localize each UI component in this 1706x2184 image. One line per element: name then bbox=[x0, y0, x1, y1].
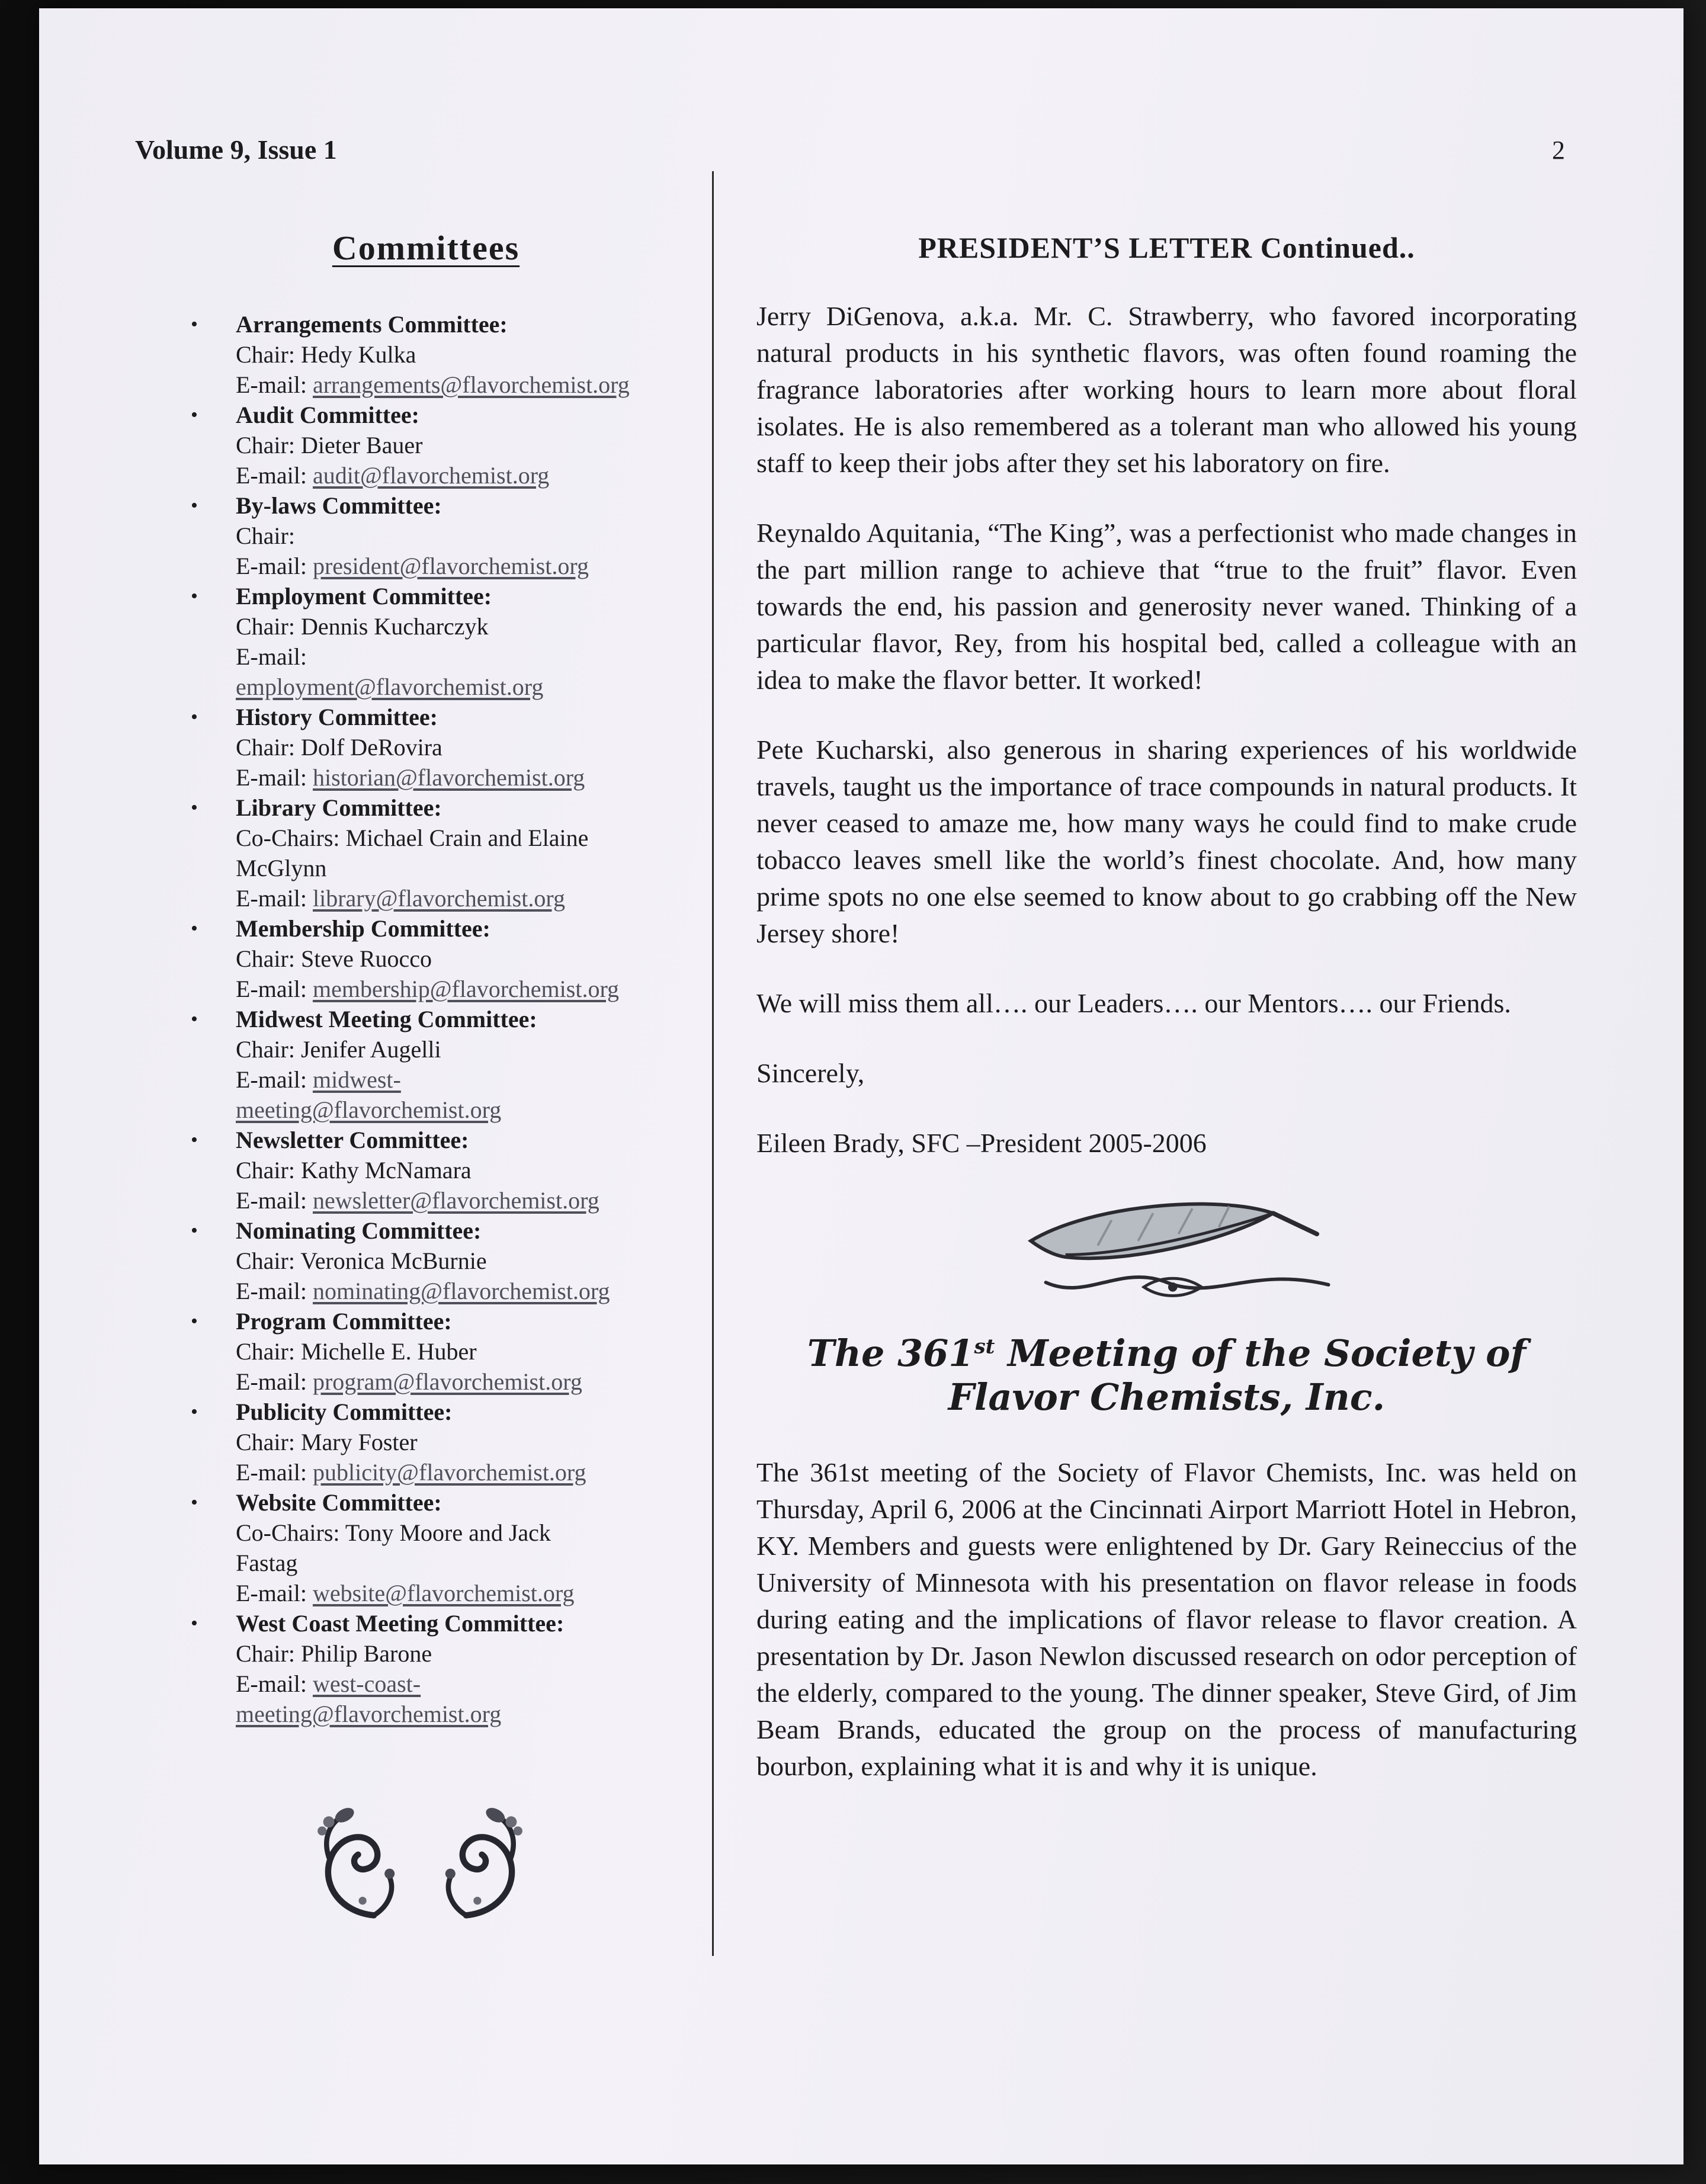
committee-name: West Coast Meeting Committee: bbox=[236, 1610, 565, 1637]
committee-name: Program Committee: bbox=[236, 1308, 452, 1335]
bullet-icon: • bbox=[191, 1008, 198, 1030]
committee-text bbox=[236, 490, 694, 581]
email-label: E-mail: bbox=[236, 1670, 307, 1697]
committee-email bbox=[236, 1457, 694, 1487]
committee-entry bbox=[181, 913, 694, 1004]
committee-email bbox=[236, 1578, 694, 1608]
email-link[interactable]: library@flavorchemist.org bbox=[312, 885, 565, 912]
letter-paragraph: Pete Kucharski, also generous in sharing experiences of his worldwide travels, taught us the importance of trace compounds in natural products. It never ceased to amaze me, how many ways he could find to make crude tobacco leaves smell like the world’s finest chocolate. And, how many prime spots no one else seemed to know about to go crabbing off the New Jersey shore! bbox=[756, 735, 1577, 948]
committee-text bbox=[236, 913, 694, 1004]
committee-email bbox=[236, 551, 694, 581]
letter-paragraph: Reynaldo Aquitania, “The King”, was a perfectionist who made changes in the part million range to achieve that “true to the fruit” flavor. Even towards the end, his passion and generosity never waned. Thinking of a particular flavor, Rey, from his hospital bed, called a colleague with an idea to make the flavor better. It worked! bbox=[756, 518, 1577, 695]
committee-email bbox=[236, 1064, 694, 1125]
committee-chair: Chair: Philip Barone bbox=[236, 1640, 432, 1667]
committee-text bbox=[236, 702, 694, 793]
email-link[interactable]: president@flavorchemist.org bbox=[312, 553, 589, 579]
bullet-icon: • bbox=[191, 1492, 198, 1513]
email-label: E-mail: bbox=[236, 462, 307, 489]
email-label: E-mail: bbox=[236, 1580, 307, 1606]
committee-entry bbox=[181, 1004, 694, 1125]
committee-text bbox=[236, 309, 694, 400]
bullet-icon: • bbox=[191, 1612, 198, 1634]
email-label: E-mail: bbox=[236, 371, 307, 398]
meeting-paragraph: The 361st meeting of the Society of Flavor Chemists, Inc. was held on Thursday, April 6, 2006 at the Cincinnati Airport Marriott Hotel in Hebron, KY. Members and guests were enlightened by Dr. Gary Reineccius of the University of Minnesota with his presentation on flavor release in foods during eating and the implications of flavor release to flavor creation. A presentation by Dr. Jason Newlon discussed research on odor perception of the elderly, compared to the young. The dinner speaker, Steve Gird, of Jim Beam Brands, educated the group on the process of manufacturing bourbon, explaining what it is and why it is unique. bbox=[756, 1457, 1577, 1781]
email-link[interactable]: audit@flavorchemist.org bbox=[312, 462, 550, 489]
committee-entry bbox=[181, 1487, 694, 1608]
bullet-icon: • bbox=[191, 1401, 198, 1423]
committee-chair: Chair: Dieter Bauer bbox=[236, 432, 423, 458]
committee-entry bbox=[181, 1125, 694, 1216]
email-link[interactable]: program@flavorchemist.org bbox=[312, 1368, 582, 1395]
committee-text bbox=[236, 793, 694, 913]
meeting-title-ordinal: st bbox=[974, 1335, 995, 1359]
bullet-icon: • bbox=[191, 797, 198, 819]
email-link[interactable]: meeting@flavorchemist.org bbox=[236, 1701, 502, 1727]
committee-name: Publicity Committee: bbox=[236, 1399, 453, 1425]
committee-email bbox=[236, 762, 694, 793]
letter-paragraphs bbox=[756, 298, 1577, 1022]
committee-email bbox=[236, 974, 694, 1004]
committee-entry bbox=[181, 1306, 694, 1397]
email-link[interactable]: arrangements@flavorchemist.org bbox=[312, 371, 630, 398]
meeting-title-suffix: Meeting of the Society of Flavor Chemists, Inc. bbox=[948, 1332, 1527, 1419]
committee-name: By-laws Committee: bbox=[236, 492, 442, 519]
committee-email bbox=[236, 1276, 694, 1306]
email-link[interactable]: website@flavorchemist.org bbox=[312, 1580, 575, 1606]
meeting-title-prefix: The 361 bbox=[807, 1332, 974, 1375]
committee-name: Midwest Meeting Committee: bbox=[236, 1006, 537, 1032]
committee-entry bbox=[181, 702, 694, 793]
email-label: E-mail: bbox=[236, 1368, 307, 1395]
committee-chair: Chair: Hedy Kulka bbox=[236, 341, 416, 368]
presidents-letter-title: PRESIDENT’S LETTER Continued.. bbox=[918, 231, 1415, 264]
committee-chair: Chair: Steve Ruocco bbox=[236, 945, 432, 972]
committee-email bbox=[236, 1185, 694, 1216]
committee-email bbox=[236, 1367, 694, 1397]
bullet-icon: • bbox=[191, 495, 198, 517]
committee-chair: Co-Chairs: Tony Moore and Jack Fastag bbox=[236, 1519, 551, 1576]
committee-chair: Chair: Dennis Kucharczyk bbox=[236, 613, 489, 640]
committee-name: Newsletter Committee: bbox=[236, 1127, 469, 1153]
email-link[interactable]: west-coast- bbox=[312, 1670, 421, 1697]
committee-email bbox=[236, 370, 694, 400]
committee-name: Arrangements Committee: bbox=[236, 311, 508, 338]
committee-text bbox=[236, 400, 694, 490]
committee-chair: Chair: bbox=[236, 522, 295, 549]
committee-chair: Chair: Kathy McNamara bbox=[236, 1157, 472, 1184]
two-column-layout bbox=[39, 171, 1683, 1956]
committee-text bbox=[236, 1487, 694, 1608]
quill-pen-illustration bbox=[756, 1195, 1577, 1314]
email-link[interactable]: membership@flavorchemist.org bbox=[312, 976, 620, 1002]
volume-issue-label: Volume 9, Issue 1 bbox=[135, 134, 337, 165]
email-link[interactable]: nominating@flavorchemist.org bbox=[312, 1278, 610, 1304]
email-label: E-mail: bbox=[236, 885, 307, 912]
bullet-icon: • bbox=[191, 706, 198, 728]
committee-name: Employment Committee: bbox=[236, 583, 492, 610]
committee-name: Website Committee: bbox=[236, 1489, 442, 1516]
committee-chair: Co-Chairs: Michael Crain and Elaine McGlynn bbox=[236, 825, 589, 881]
committee-chair: Chair: Jenifer Augelli bbox=[236, 1036, 441, 1063]
bullet-icon: • bbox=[191, 1220, 198, 1242]
email-label: E-mail: bbox=[236, 1459, 307, 1486]
floral-scroll-icon bbox=[307, 1775, 533, 1953]
page-number: 2 bbox=[1552, 136, 1565, 165]
committee-name: Membership Committee: bbox=[236, 915, 490, 942]
committee-list bbox=[181, 309, 694, 1729]
bullet-icon: • bbox=[191, 1129, 198, 1151]
committee-entry bbox=[181, 1216, 694, 1306]
letter-paragraph: Jerry DiGenova, a.k.a. Mr. C. Strawberry, who favored incorporating natural products in his synthetic flavors, was often found roaming the fragrance laboratories after working hours to learn more about floral isolates. He is also remembered as a tolerant man who allowed his young staff to keep their jobs after they set his laboratory on fire. bbox=[756, 301, 1577, 478]
committee-chair: Chair: Veronica McBurnie bbox=[236, 1247, 487, 1274]
email-label: E-mail: bbox=[236, 764, 307, 791]
meeting-title bbox=[756, 1332, 1577, 1420]
presidents-letter-column bbox=[714, 171, 1683, 1956]
committee-text bbox=[236, 1608, 694, 1729]
committee-chair: Chair: Mary Foster bbox=[236, 1429, 418, 1455]
email-link[interactable]: newsletter@flavorchemist.org bbox=[312, 1187, 599, 1214]
bullet-icon: • bbox=[191, 1310, 198, 1332]
committee-entry bbox=[181, 1608, 694, 1729]
email-label: E-mail: bbox=[236, 1066, 307, 1093]
quill-pen-icon bbox=[977, 1195, 1357, 1304]
committee-text bbox=[236, 1004, 694, 1125]
bullet-icon: • bbox=[191, 404, 198, 426]
email-label: E-mail: bbox=[236, 643, 307, 670]
email-link[interactable]: employment@flavorchemist.org bbox=[236, 674, 544, 700]
email-link[interactable]: midwest- bbox=[312, 1066, 401, 1093]
committee-entry bbox=[181, 400, 694, 490]
email-label: E-mail: bbox=[236, 1187, 307, 1214]
committee-text bbox=[236, 1397, 694, 1487]
committee-name: Library Committee: bbox=[236, 794, 442, 821]
letter-paragraph: We will miss them all…. our Leaders…. our Mentors…. our Friends. bbox=[756, 988, 1511, 1018]
committee-entry bbox=[181, 793, 694, 913]
page-header bbox=[39, 8, 1683, 165]
committee-chair: Chair: Dolf DeRovira bbox=[236, 734, 442, 761]
committee-entry bbox=[181, 581, 694, 702]
committees-column bbox=[39, 171, 714, 1956]
letter-signature: Eileen Brady, SFC –President 2005-2006 bbox=[756, 1128, 1207, 1158]
email-label: E-mail: bbox=[236, 1278, 307, 1304]
letter-closing: Sincerely, bbox=[756, 1058, 865, 1088]
committee-entry bbox=[181, 1397, 694, 1487]
bullet-icon: • bbox=[191, 585, 198, 607]
committee-email bbox=[236, 1669, 694, 1729]
committee-chair: Chair: Michelle E. Huber bbox=[236, 1338, 477, 1365]
committee-text bbox=[236, 1125, 694, 1216]
committee-email bbox=[236, 460, 694, 490]
committee-text bbox=[236, 581, 694, 702]
email-link[interactable]: historian@flavorchemist.org bbox=[312, 764, 585, 791]
committee-name: Nominating Committee: bbox=[236, 1217, 482, 1244]
committee-text bbox=[236, 1306, 694, 1397]
email-link[interactable]: meeting@flavorchemist.org bbox=[236, 1096, 502, 1123]
email-link[interactable]: publicity@flavorchemist.org bbox=[312, 1459, 586, 1486]
committee-text bbox=[236, 1216, 694, 1306]
email-label: E-mail: bbox=[236, 553, 307, 579]
committee-email bbox=[236, 883, 694, 913]
bullet-icon: • bbox=[191, 313, 198, 335]
committee-email bbox=[236, 642, 694, 702]
newsletter-page bbox=[39, 8, 1683, 2164]
floral-ornament bbox=[181, 1775, 659, 1956]
committee-name: History Committee: bbox=[236, 704, 438, 730]
committee-entry bbox=[181, 309, 694, 400]
bullet-icon: • bbox=[191, 918, 198, 939]
committee-entry bbox=[181, 490, 694, 581]
committee-name: Audit Committee: bbox=[236, 402, 419, 428]
committees-title: Committees bbox=[332, 229, 520, 267]
email-label: E-mail: bbox=[236, 976, 307, 1002]
